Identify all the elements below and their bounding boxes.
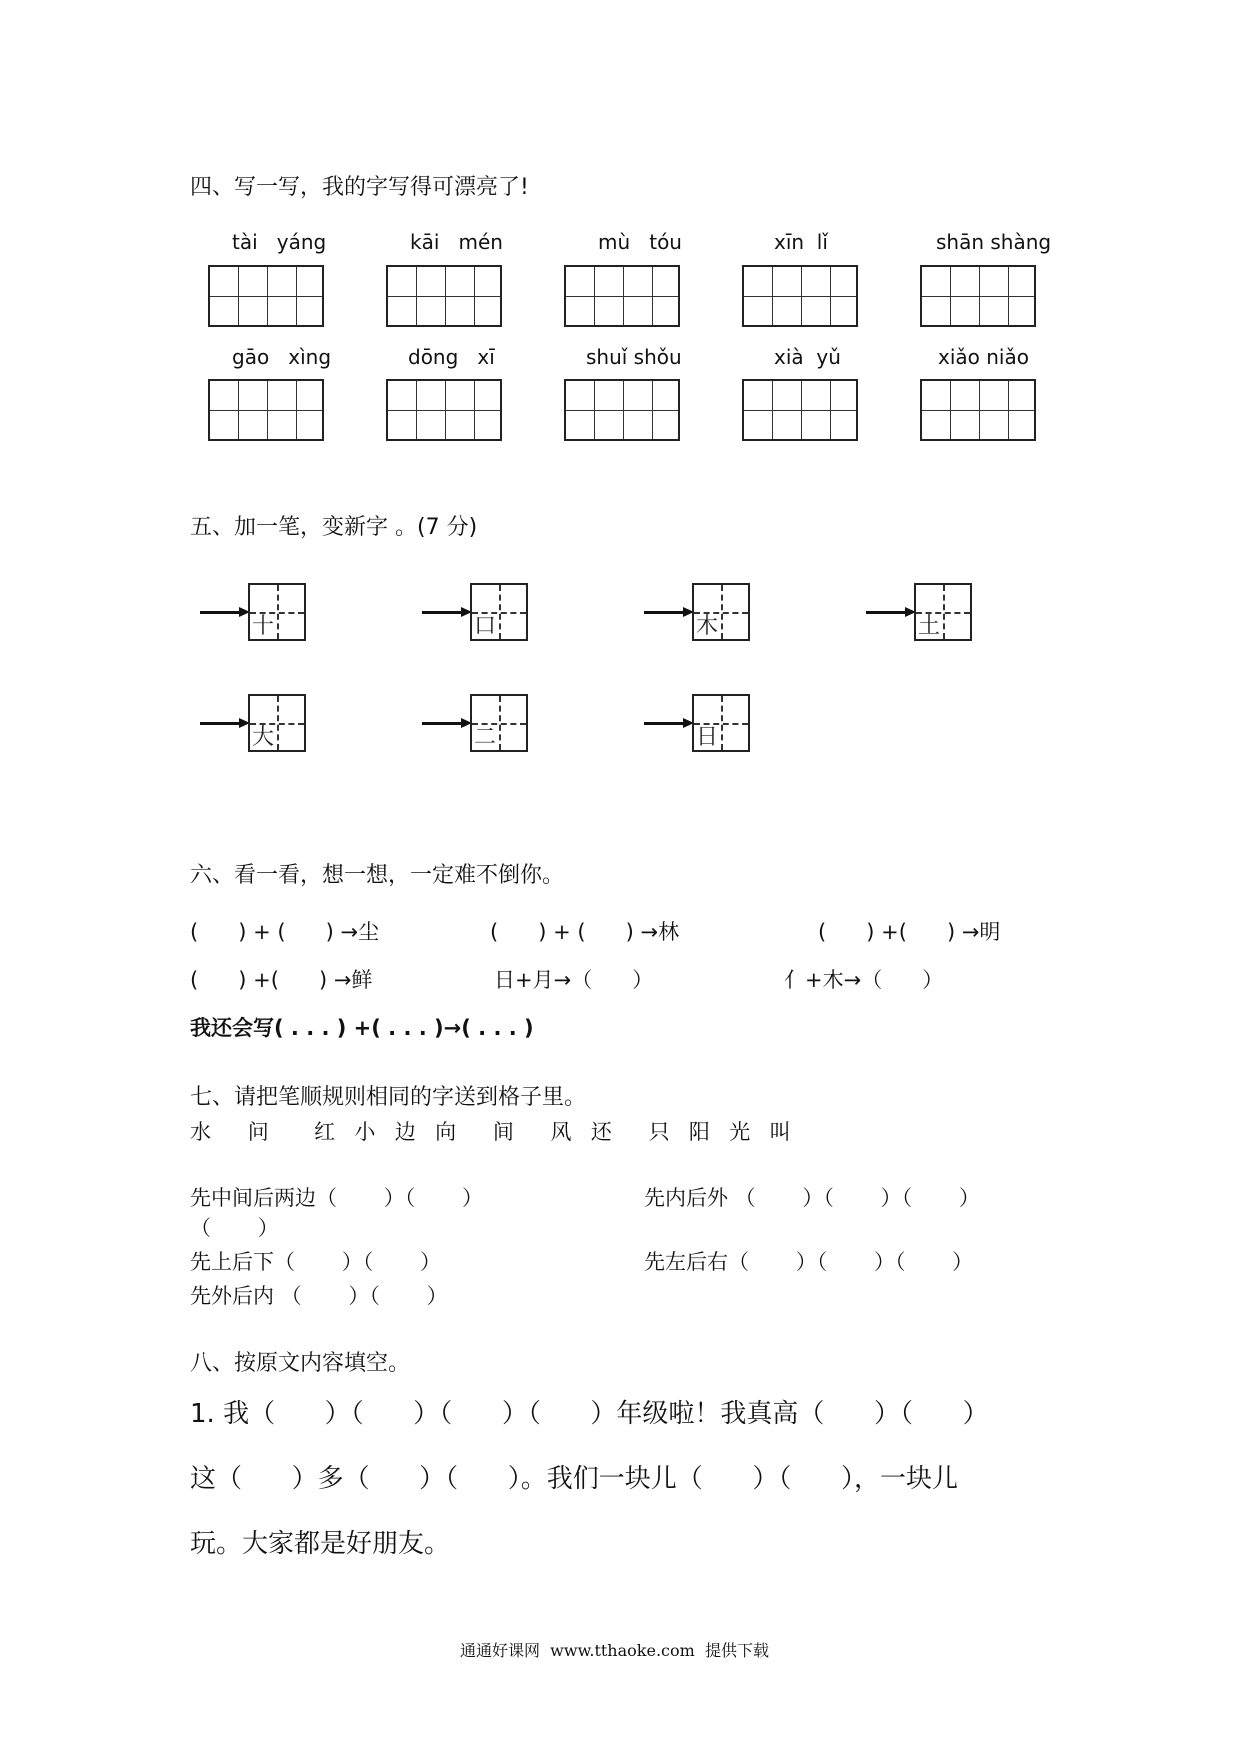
footer-text: 通通好课网 www.tthaoke.com 提供下载 [460, 1641, 769, 1660]
composition-item: ( ) + ( ) →尘 [190, 920, 380, 944]
tian-grid-box[interactable] [248, 583, 306, 641]
base-char: 大 [252, 725, 275, 750]
stroke-rule: （ ） [190, 1216, 279, 1240]
base-char: 土 [918, 614, 941, 639]
base-char: 木 [696, 614, 719, 639]
section8-title: 八、按原文内容填空。 [190, 1351, 411, 1376]
pinyin-label: xià yǔ [774, 345, 841, 369]
section6-title: 六、看一看，想一想，一定难不倒你。 [190, 863, 565, 888]
writing-box[interactable] [386, 379, 502, 441]
fill-blank-line: 玩。大家都是好朋友。 [190, 1529, 451, 1559]
writing-box[interactable] [386, 265, 502, 327]
stroke-rule: 先内后外 （ ）（ ）（ ） [644, 1186, 980, 1210]
writing-box[interactable] [920, 265, 1036, 327]
writing-box[interactable] [208, 379, 324, 441]
pinyin-label: shuǐ shǒu [586, 345, 682, 369]
pinyin-label: kāi mén [410, 230, 503, 254]
tian-grid-box[interactable] [248, 694, 306, 752]
tian-grid-box[interactable] [914, 583, 972, 641]
fill-blank-line: 这（ ）多（ ）（ ）。我们一块儿（ ）（ ），一块儿 [190, 1464, 958, 1494]
tian-grid-box[interactable] [692, 694, 750, 752]
fill-blank-line: 1. 我（ ）（ ）（ ）（ ）年级啦！我真高（ ）（ ） [190, 1399, 989, 1429]
arrow-icon [422, 722, 462, 725]
arrow-icon [200, 722, 240, 725]
stroke-rule: 先中间后两边（ ）（ ） [190, 1186, 483, 1210]
pinyin-label: dōng xī [408, 345, 495, 369]
stroke-rule: 先外后内 （ ）（ ） [190, 1284, 448, 1308]
writing-box[interactable] [208, 265, 324, 327]
arrow-icon [422, 611, 462, 614]
writing-box[interactable] [564, 379, 680, 441]
base-char: 十 [252, 614, 275, 639]
section4-title: 四、写一写，我的字写得可漂亮了! [190, 175, 529, 200]
pinyin-label: shān shàng [936, 230, 1052, 254]
section7-title: 七、请把笔顺规则相同的字送到格子里。 [190, 1085, 587, 1110]
stroke-rule: 先上后下（ ）（ ） [190, 1250, 441, 1274]
tian-grid-box[interactable] [470, 583, 528, 641]
composition-item: 日+月→（ ） [494, 968, 654, 992]
composition-item: ( ) + ( ) →林 [490, 920, 680, 944]
composition-item: ( ) +( ) →鲜 [190, 968, 373, 992]
writing-box[interactable] [920, 379, 1036, 441]
pinyin-label: mù tóu [598, 230, 682, 254]
tian-grid-box[interactable] [692, 583, 750, 641]
composition-item: 亻+木→（ ） [784, 968, 944, 992]
extra-composition: 我还会写( . . . ) +( . . . )→( . . . ) [190, 1016, 534, 1040]
section5-title: 五、加一笔，变新字 。(7 分) [190, 515, 478, 540]
writing-box[interactable] [742, 265, 858, 327]
arrow-icon [866, 611, 906, 614]
pinyin-label: tài yáng [232, 230, 327, 254]
base-char: 日 [696, 725, 719, 750]
pinyin-label: xiǎo niǎo [938, 345, 1029, 369]
composition-item: ( ) +( ) →明 [818, 920, 1001, 944]
tian-grid-box[interactable] [470, 694, 528, 752]
char-list: 水 问 红 小 边 向 间 风 还 只 阳 光 叫 [190, 1120, 793, 1144]
arrow-icon [644, 722, 684, 725]
base-char: 二 [474, 725, 497, 750]
writing-box[interactable] [564, 265, 680, 327]
pinyin-label: xīn lǐ [774, 230, 828, 254]
arrow-icon [644, 611, 684, 614]
arrow-icon [200, 611, 240, 614]
writing-box[interactable] [742, 379, 858, 441]
base-char: 口 [474, 614, 497, 639]
pinyin-label: gāo xìng [232, 345, 332, 369]
stroke-rule: 先左后右（ ）（ ）（ ） [644, 1250, 974, 1274]
